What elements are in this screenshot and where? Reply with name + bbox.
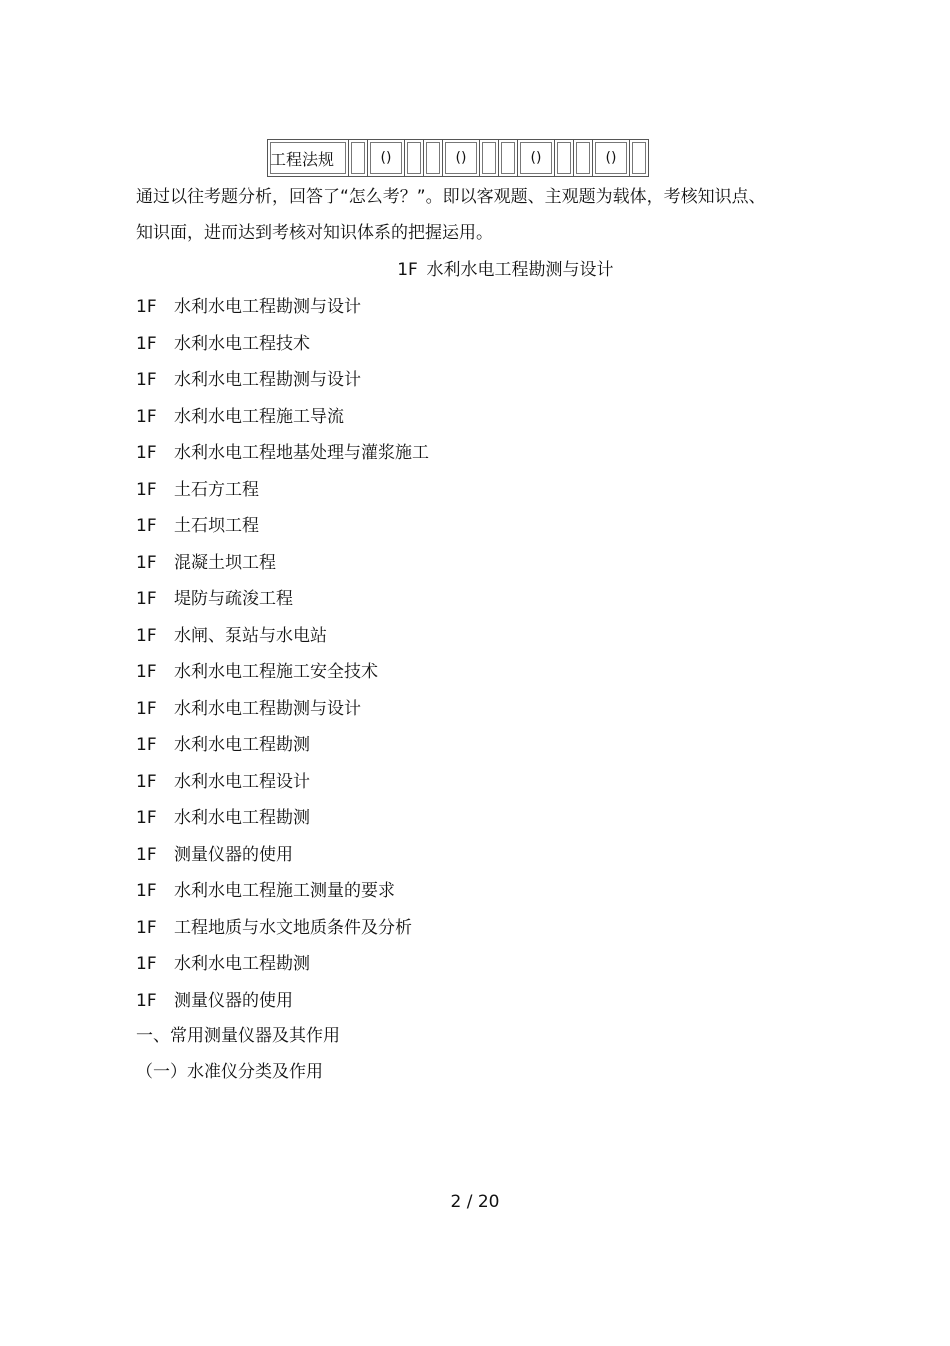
section-heading: 一、常用测量仪器及其作用 — [136, 1026, 340, 1046]
item-code: 1F — [136, 698, 157, 719]
item-code: 1F — [136, 297, 157, 317]
item-title: 水利水电工程技术 — [174, 333, 310, 354]
list-item — [136, 658, 429, 695]
item-title: 水利水电工程勘测与设计 — [174, 297, 361, 317]
item-title: 水利水电工程施工安全技术 — [174, 662, 378, 682]
item-code: 1F — [136, 443, 157, 463]
item-title: 测量仪器的使用 — [174, 844, 293, 865]
item-title: 混凝土坝工程 — [174, 552, 276, 573]
item-title: 测量仪器的使用 — [174, 990, 293, 1011]
list-item — [136, 330, 429, 367]
item-title: 堤防与疏浚工程 — [174, 589, 293, 609]
page-number: 2 / 20 — [450, 1192, 500, 1212]
item-code: 1F — [136, 516, 157, 536]
table-cell — [424, 140, 443, 177]
heading-title: 水利水电工程勘测与设计 — [426, 260, 614, 280]
item-code: 1F — [136, 406, 157, 427]
list-item — [136, 622, 429, 659]
item-title: 水利水电工程勘测 — [174, 954, 310, 974]
table-cell: () — [593, 140, 630, 177]
table-row — [268, 140, 649, 177]
item-title: 水利水电工程施工导流 — [174, 406, 344, 427]
item-title: 水利水电工程施工测量的要求 — [174, 881, 395, 901]
item-code: 1F — [136, 370, 157, 390]
heading-code: 1F — [397, 260, 418, 280]
intro-paragraph: 通过以往考题分析，回答了“怎么考？”。即以客观题、主观题为载体，考核知识点、知识面，进而达到考核对知识体系的把握运用。 — [136, 187, 766, 243]
item-title: 土石坝工程 — [174, 516, 259, 536]
item-title: 水利水电工程勘测 — [174, 808, 310, 828]
item-code: 1F — [136, 808, 157, 828]
item-code: 1F — [136, 662, 157, 682]
table-label-cell: 工程法规 — [268, 140, 349, 177]
table-cell — [555, 140, 574, 177]
table-cell — [499, 140, 518, 177]
chapter-list — [136, 293, 429, 1023]
table-cell — [574, 140, 593, 177]
table-cell — [630, 140, 649, 177]
list-item — [136, 768, 429, 805]
item-code: 1F — [136, 844, 157, 865]
item-code: 1F — [136, 917, 157, 938]
item-code: 1F — [136, 479, 157, 500]
center-heading — [0, 256, 950, 284]
item-code: 1F — [136, 625, 157, 646]
item-code: 1F — [136, 990, 157, 1011]
list-item — [136, 804, 429, 841]
list-item — [136, 987, 429, 1024]
list-item — [136, 476, 429, 513]
item-title: 工程地质与水文地质条件及分析 — [174, 917, 412, 938]
table-cell: () — [443, 140, 480, 177]
table-cell: () — [368, 140, 405, 177]
table-cell — [405, 140, 424, 177]
item-code: 1F — [136, 881, 157, 901]
item-title: 水利水电工程地基处理与灌浆施工 — [174, 443, 429, 463]
law-score-table — [267, 139, 649, 177]
item-title: 水利水电工程勘测与设计 — [174, 370, 361, 390]
table-cell — [480, 140, 499, 177]
item-code: 1F — [136, 552, 157, 573]
item-title: 水利水电工程勘测与设计 — [174, 698, 361, 719]
item-code: 1F — [136, 954, 157, 974]
list-item — [136, 366, 429, 403]
list-item — [136, 293, 429, 330]
list-item — [136, 914, 429, 951]
item-code: 1F — [136, 333, 157, 354]
item-code: 1F — [136, 589, 157, 609]
list-item — [136, 549, 429, 586]
list-item — [136, 695, 429, 732]
list-item — [136, 403, 429, 440]
list-item — [136, 731, 429, 768]
item-code: 1F — [136, 771, 157, 792]
list-item — [136, 950, 429, 987]
list-item — [136, 439, 429, 476]
list-item — [136, 877, 429, 914]
item-title: 水利水电工程勘测 — [174, 735, 310, 755]
item-title: 水闸、泵站与水电站 — [174, 625, 327, 646]
list-item — [136, 585, 429, 622]
subsection-heading: （一）水准仪分类及作用 — [136, 1062, 323, 1082]
list-item — [136, 512, 429, 549]
table-cell: () — [518, 140, 555, 177]
table-cell — [349, 140, 368, 177]
item-title: 水利水电工程设计 — [174, 771, 310, 792]
list-item — [136, 841, 429, 878]
item-code: 1F — [136, 735, 157, 755]
item-title: 土石方工程 — [174, 479, 259, 500]
